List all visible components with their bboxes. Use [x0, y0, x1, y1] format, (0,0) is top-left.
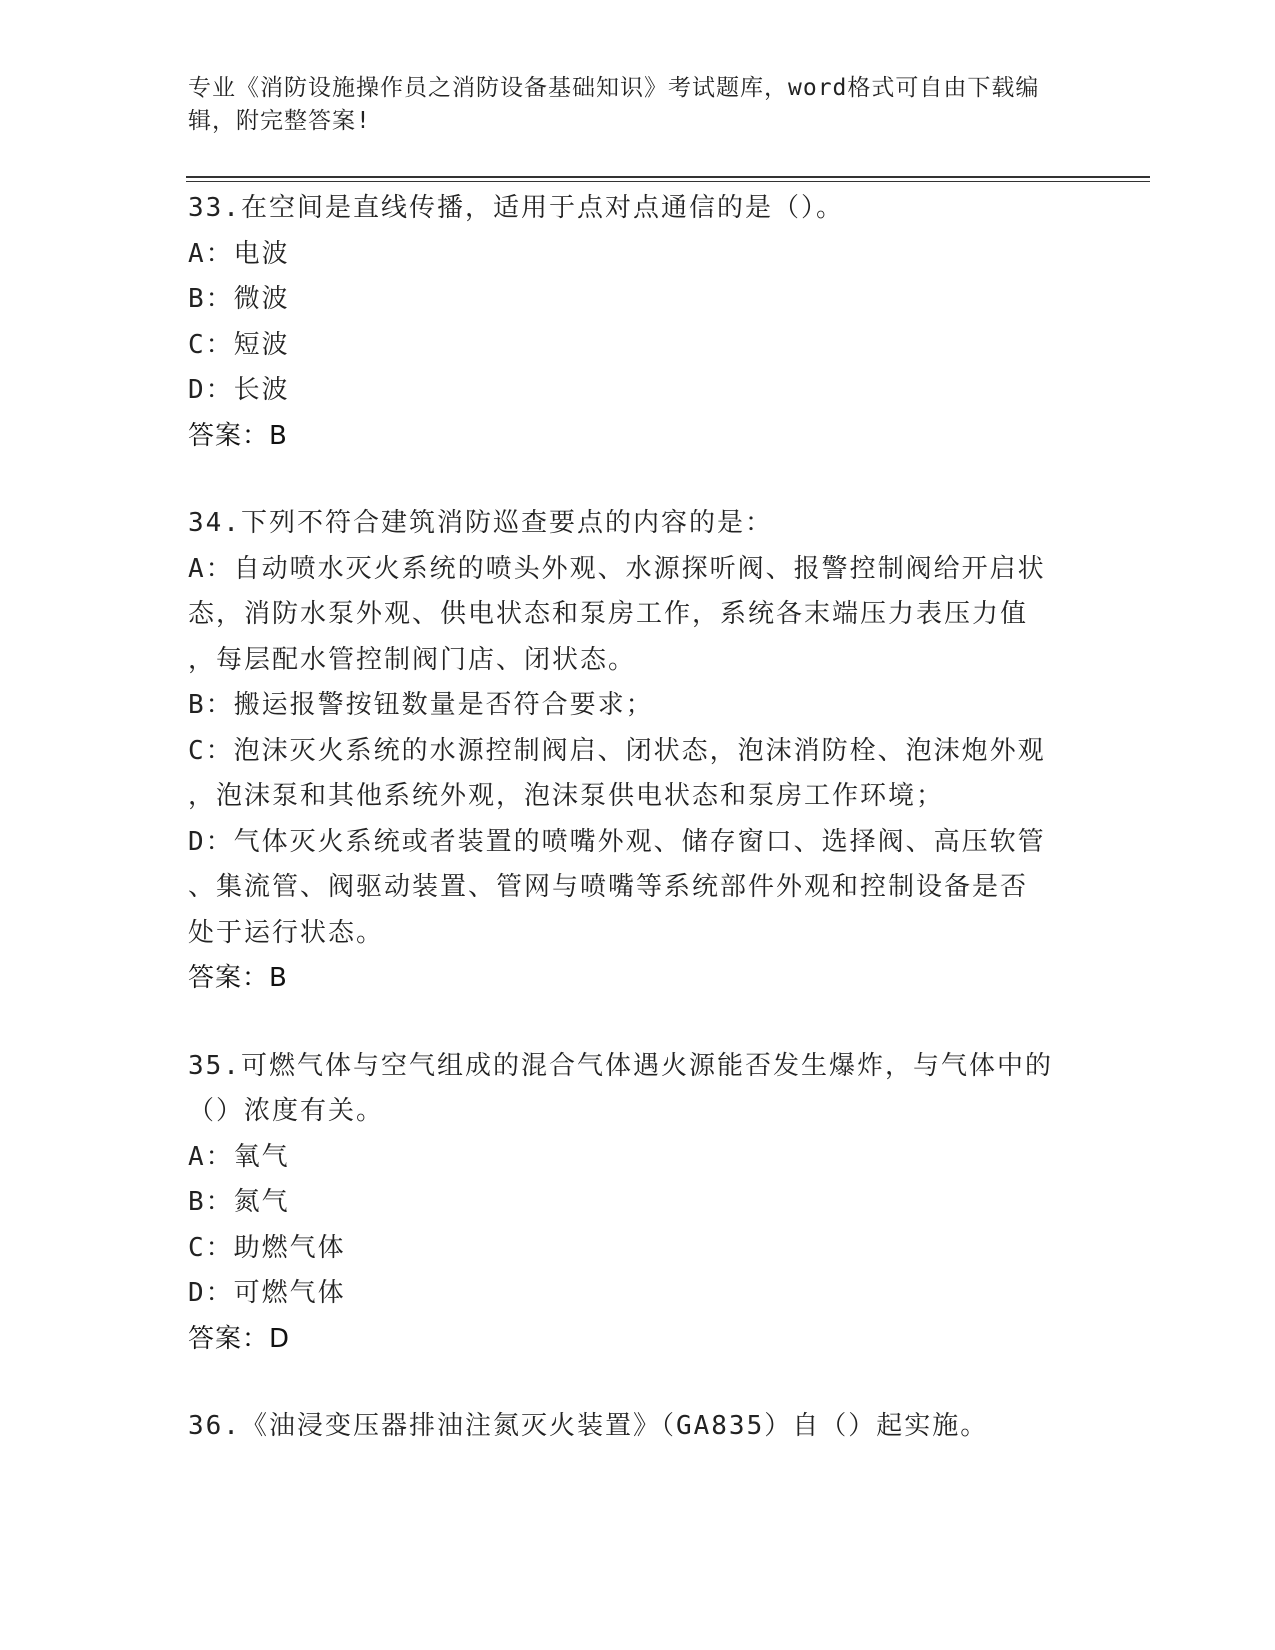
header-line-2: 辑，附完整答案! — [188, 108, 371, 134]
answer-option: D：可燃气体 — [188, 1278, 346, 1308]
answer-option: 处于运行状态。 — [188, 917, 385, 948]
answer-option: ，每层配水管控制阀门店、闭状态。 — [188, 644, 637, 675]
answer-option: ，泡沫泵和其他系统外观，泡沫泵供电状态和泵房工作环境； — [188, 781, 945, 811]
answer-option: A：自动喷水灭火系统的喷头外观、水源探听阀、报警控制阀给开启状 — [188, 553, 1046, 584]
question-stem: （）浓度有关。 — [188, 1096, 385, 1126]
question-list — [188, 186, 1088, 1492]
answer-option: A：电波 — [188, 238, 290, 269]
question-stem: 35.可燃气体与空气组成的混合气体遇火源能否发生爆炸，与气体中的 — [188, 1050, 1053, 1081]
document-header — [188, 72, 1068, 138]
answer-option: B：搬运报警按钮数量是否符合要求； — [188, 690, 654, 720]
question-block — [188, 501, 1088, 1002]
question-block — [188, 1404, 1088, 1450]
answer-option: C：泡沫灭火系统的水源控制阀启、闭状态，泡沫消防栓、泡沫炮外观 — [188, 735, 1046, 766]
answer-option: A：氧气 — [188, 1141, 290, 1172]
answer-option: D：气体灭火系统或者装置的喷嘴外观、储存窗口、选择阀、高压软管 — [188, 826, 1046, 857]
header-line-1: 专业《消防设施操作员之消防设备基础知识》考试题库，word格式可自由下载编 — [188, 75, 1040, 101]
header-rule-thin — [186, 181, 1150, 182]
answer-key: 答案：D — [188, 1323, 291, 1354]
answer-key: 答案：B — [188, 963, 288, 993]
question-stem: 33.在空间是直线传播，适用于点对点通信的是（）。 — [188, 193, 844, 223]
answer-option: C：短波 — [188, 329, 290, 360]
answer-option: B：微波 — [188, 284, 290, 314]
header-rule-thick — [186, 176, 1150, 178]
answer-option: C：助燃气体 — [188, 1232, 346, 1263]
question-stem: 34.下列不符合建筑消防巡查要点的内容的是： — [188, 508, 773, 538]
question-stem: 36.《油浸变压器排油注氮灭火装置》（GA835）自（）起实施。 — [188, 1411, 989, 1441]
answer-option: B：氮气 — [188, 1187, 290, 1217]
question-block — [188, 186, 1088, 459]
question-block — [188, 1044, 1088, 1363]
answer-option: D：长波 — [188, 375, 290, 405]
answer-option: 、集流管、阀驱动装置、管网与喷嘴等系统部件外观和控制设备是否 — [188, 872, 1029, 902]
answer-option: 态，消防水泵外观、供电状态和泵房工作，系统各末端压力表压力值 — [188, 599, 1029, 629]
answer-key: 答案：B — [188, 420, 288, 451]
